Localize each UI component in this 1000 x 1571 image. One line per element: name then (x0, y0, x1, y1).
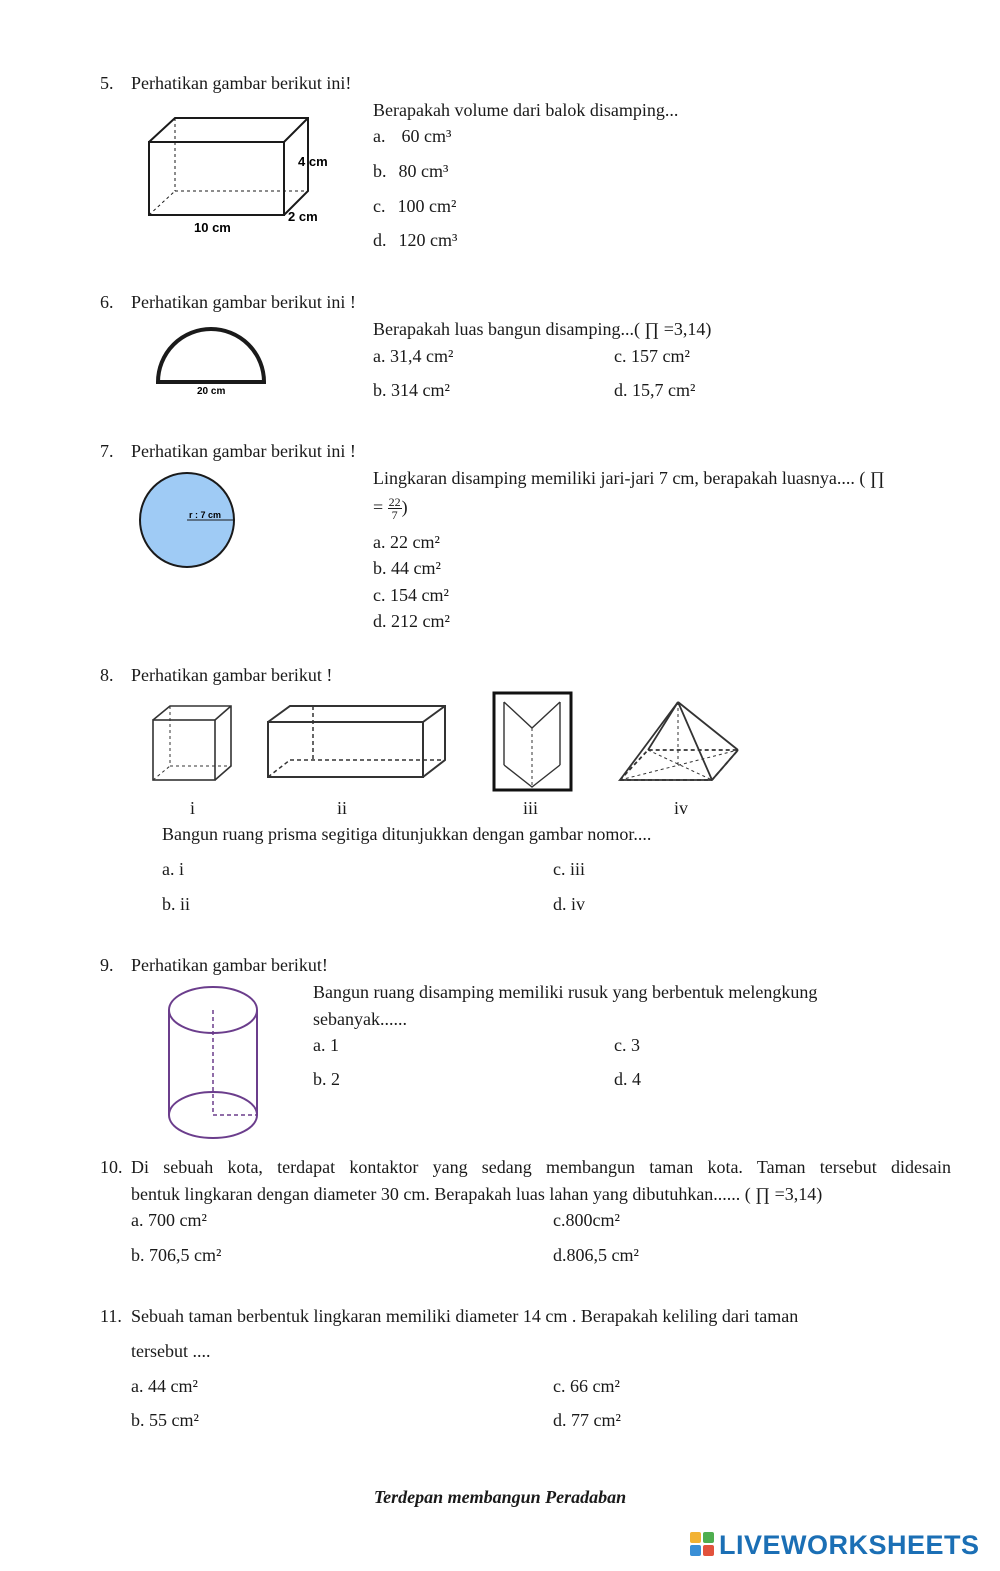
q9-question-line2: sebanyak...... (313, 1009, 407, 1029)
q8-option-d[interactable]: d. iv (553, 894, 586, 914)
q5-option-d[interactable] (373, 229, 457, 251)
q9-cylinder-figure (162, 982, 267, 1144)
q8-figure-label-i: i (190, 798, 196, 818)
q10-question-line2: bentuk lingkaran dengan diameter 30 cm. Berapakah luas lahan yang dibutuhkan...... ( ∏ =3,14) (131, 1184, 823, 1204)
q11-option-d[interactable]: d. 77 cm² (553, 1410, 621, 1430)
q7-close-paren: ) (401, 497, 408, 517)
q5-option-c-key: c. (373, 196, 386, 216)
q8-figure-ii-cuboid (258, 700, 463, 785)
q5-option-b-text: 80 cm³ (398, 161, 449, 181)
q5-cuboid-front-face (149, 142, 284, 215)
q5-option-c-text: 100 cm² (397, 196, 457, 216)
q7-radius-label: r : 7 cm (189, 510, 222, 520)
q6-diameter-label: 20 cm (197, 386, 226, 397)
q9-option-a[interactable]: a. 1 (313, 1035, 339, 1055)
q8-option-b[interactable]: b. ii (162, 894, 191, 914)
q6-option-d[interactable]: d. 15,7 cm² (614, 380, 696, 400)
q7-pi-fraction (388, 496, 402, 521)
q5-question: Berapakah volume dari balok disamping... (373, 100, 679, 120)
q8-figure-iv-pyramid (612, 694, 752, 794)
q5-option-b-key: b. (373, 161, 387, 181)
liveworksheets-logo-icon (690, 1532, 716, 1558)
q5-option-a-key: a. (373, 126, 386, 146)
q9-question-line1: Bangun ruang disamping memiliki rusuk yang berbentuk melengkung (313, 982, 818, 1002)
q5-intro: Perhatikan gambar berikut ini! (131, 73, 352, 93)
q10-option-a[interactable]: a. 700 cm² (131, 1210, 207, 1230)
q8-number: 8. (100, 665, 114, 685)
q5-option-d-text: 120 cm³ (398, 230, 458, 250)
liveworksheets-wordmark: LIVEWORKSHEETS (719, 1529, 980, 1560)
q7-option-d[interactable]: d. 212 cm² (373, 611, 450, 631)
footer-motto: Terdepan membangun Peradaban (373, 1487, 627, 1507)
q6-intro: Perhatikan gambar berikut ini ! (131, 292, 356, 312)
liveworksheets-brand[interactable] (690, 1528, 980, 1562)
q6-semicircle-figure (150, 322, 275, 400)
q8-figure-i-cube (145, 698, 240, 793)
q7-option-c[interactable]: c. 154 cm² (373, 585, 449, 605)
q5-width-label: 2 cm (288, 209, 318, 224)
q11-option-c[interactable]: c. 66 cm² (553, 1376, 620, 1396)
q7-equals: = (373, 497, 384, 517)
q5-option-d-key: d. (373, 230, 387, 250)
q9-option-c[interactable]: c. 3 (614, 1035, 640, 1055)
q10-option-d[interactable]: d.806,5 cm² (553, 1245, 639, 1265)
q7-fraction-denominator: 7 (391, 508, 398, 523)
q11-question-line1: Sebuah taman berbentuk lingkaran memiliki diameter 14 cm . Berapakah keliling dari taman (131, 1306, 799, 1326)
q8-figure-label-ii: ii (337, 798, 348, 818)
q5-option-a[interactable] (373, 125, 451, 147)
q7-intro: Perhatikan gambar berikut ini ! (131, 441, 356, 461)
q11-option-b[interactable]: b. 55 cm² (131, 1410, 199, 1430)
q5-height-label: 4 cm (298, 154, 328, 169)
q6-semicircle-shape (158, 329, 264, 382)
q11-question-line2: tersebut .... (131, 1341, 211, 1361)
q8-option-c[interactable]: c. iii (553, 859, 585, 879)
q5-option-b[interactable] (373, 160, 448, 182)
q8-figure-label-iii: iii (523, 798, 539, 818)
q5-cuboid-figure (140, 110, 340, 240)
q10-question-line1: Di sebuah kota, terdapat kontaktor yang sedang membangun taman kota. Taman tersebut didesain (131, 1157, 951, 1177)
q11-number: 11. (100, 1306, 122, 1326)
q5-option-a-text: 60 cm³ (401, 126, 452, 146)
q9-number: 9. (100, 955, 114, 975)
q5-cuboid-top-right-edge (284, 118, 308, 142)
q11-option-a[interactable]: a. 44 cm² (131, 1376, 198, 1396)
q6-question: Berapakah luas bangun disamping...( ∏ =3,14) (373, 319, 712, 339)
q6-option-a[interactable]: a. 31,4 cm² (373, 346, 454, 366)
q8-figure-label-iv: iv (674, 798, 689, 818)
q5-option-c[interactable] (373, 195, 456, 217)
q7-question-line1: Lingkaran disamping memiliki jari-jari 7 cm, berapakah luasnya.... ( ∏ (373, 468, 885, 488)
q7-option-a[interactable]: a. 22 cm² (373, 532, 440, 552)
q10-option-b[interactable]: b. 706,5 cm² (131, 1245, 222, 1265)
q10-number: 10. (100, 1157, 123, 1177)
q7-number: 7. (100, 441, 114, 461)
q7-fraction-numerator: 22 (388, 495, 401, 510)
q7-question-line2 (373, 496, 408, 521)
q6-number: 6. (100, 292, 114, 312)
q7-option-b[interactable]: b. 44 cm² (373, 558, 441, 578)
q8-question: Bangun ruang prisma segitiga ditunjukkan dengan gambar nomor.... (162, 824, 652, 844)
q9-intro: Perhatikan gambar berikut! (131, 955, 328, 975)
q9-option-d[interactable]: d. 4 (614, 1069, 641, 1089)
q8-option-a[interactable]: a. i (162, 859, 184, 879)
q8-figure-iii-triangular-prism (490, 690, 576, 794)
q6-option-b[interactable]: b. 314 cm² (373, 380, 450, 400)
q7-circle-figure (135, 468, 245, 572)
q10-option-c[interactable]: c.800cm² (553, 1210, 620, 1230)
q5-number: 5. (100, 73, 114, 93)
q5-length-label: 10 cm (194, 220, 231, 235)
q9-option-b[interactable]: b. 2 (313, 1069, 340, 1089)
q8-intro: Perhatikan gambar berikut ! (131, 665, 333, 685)
q6-option-c[interactable]: c. 157 cm² (614, 346, 690, 366)
